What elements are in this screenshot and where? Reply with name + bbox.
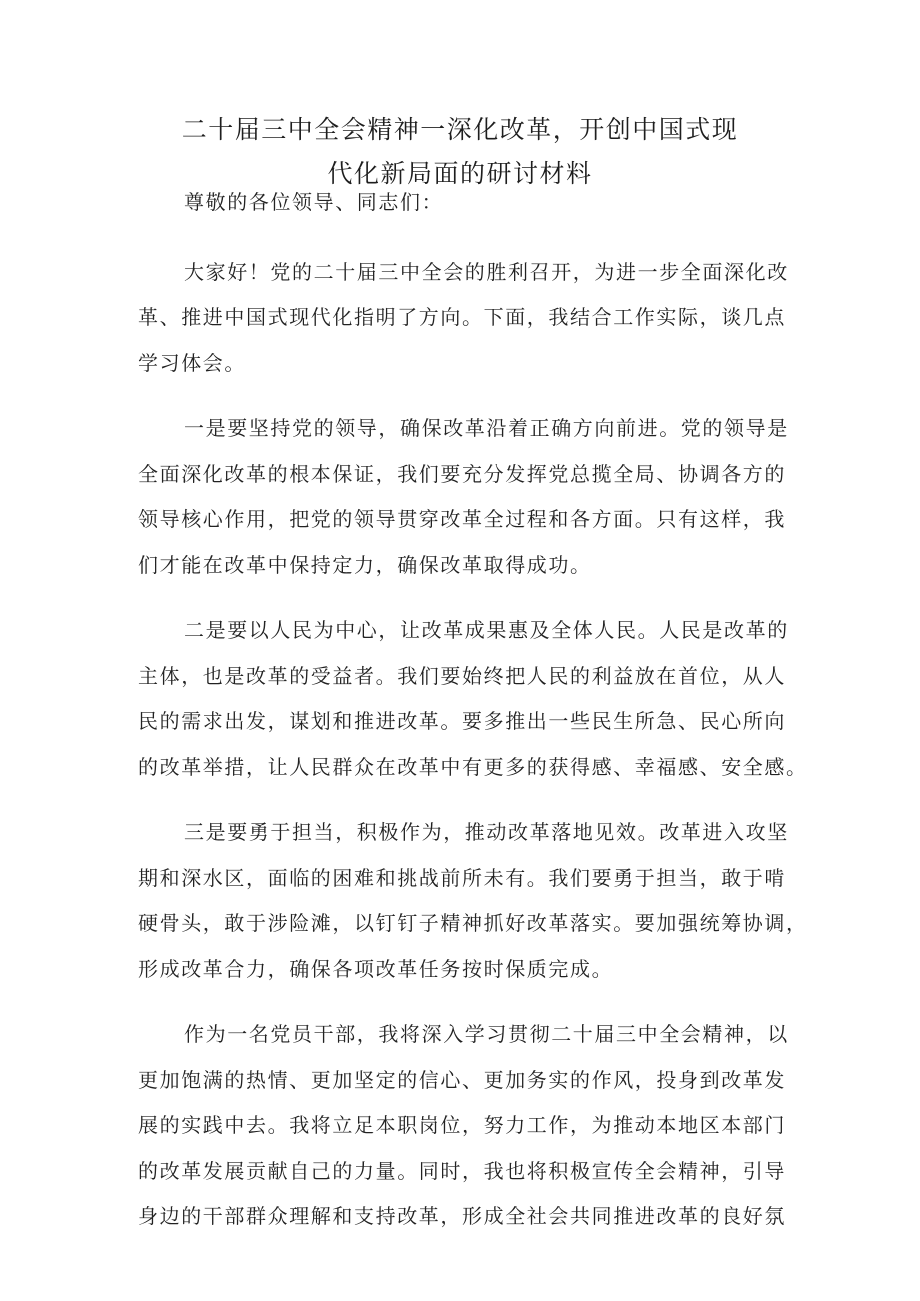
text-line: 作为一名党员干部，我将深入学习贯彻二十届三中全会精神，以 (184, 1022, 789, 1046)
text-line: 一是要坚持党的领导，确保改革沿着正确方向前进。党的领导是 (184, 416, 789, 440)
text-line: 三是要勇于担当，积极作为，推动改革落地见效。改革进入攻坚 (184, 820, 789, 844)
text-line: 民的需求出发，谋划和推进改革。要多推出一些民生所急、民心所向 (138, 709, 786, 733)
text-line: 们才能在改革中保持定力，确保改革取得成功。 (138, 552, 592, 577)
text-line: 全面深化改革的根本保证，我们要充分发挥党总揽全局、协调各方的 (138, 461, 786, 486)
text-line: 更加饱满的热情、更加坚定的信心、更加务实的作风，投身到改革发 (138, 1067, 786, 1092)
title-line-2: 代化新局面的研讨材料 (327, 159, 593, 188)
text-line: 革、推进中国式现代化指明了方向。下面，我结合工作实际，谈几点 (138, 305, 786, 329)
paragraph-intro (138, 250, 798, 387)
text-line: 学习体会。 (138, 350, 246, 375)
text-line: 期和深水区，面临的困难和挑战前所未有。我们要勇于担当，敢于啃 (138, 865, 786, 890)
salutation (138, 180, 798, 226)
text-line: 的改革举措，让人民群众在改革中有更多的获得感、幸福感、安全感。 (138, 754, 808, 779)
text-line: 形成改革合力，确保各项改革任务按时保质完成。 (138, 956, 614, 981)
paragraph-point-three (138, 810, 808, 992)
text-line: 尊敬的各位领导、同志们： (184, 190, 444, 214)
text-line: 身边的干部群众理解和支持改革，形成全社会共同推进改革的良好氛 (138, 1204, 786, 1228)
text-line: 大家好！党的二十届三中全会的胜利召开，为进一步全面深化改 (184, 259, 789, 284)
text-line: 展的实践中去。我将立足本职岗位，努力工作，为推动本地区本部门 (138, 1113, 786, 1137)
paragraph-point-two (138, 608, 808, 790)
title-line-1: 二十届三中全会精神一深化改革，开创中国式现 (181, 115, 739, 144)
document-body (138, 180, 808, 1240)
paragraph-conclusion (138, 1012, 798, 1240)
text-line: 主体，也是改革的受益者。我们要始终把人民的利益放在首位，从人 (138, 663, 786, 688)
text-line: 领导核心作用，把党的领导贯穿改革全过程和各方面。只有这样，我 (138, 507, 786, 531)
text-line: 硬骨头，敢于涉险滩，以钉钉子精神抓好改革落实。要加强统筹协调， (138, 911, 808, 935)
paragraph-point-one (138, 406, 798, 588)
text-line: 的改革发展贡献自己的力量。同时，我也将积极宣传全会精神，引导 (138, 1158, 786, 1183)
text-line: 二是要以人民为中心，让改革成果惠及全体人民。人民是改革的 (184, 618, 789, 642)
